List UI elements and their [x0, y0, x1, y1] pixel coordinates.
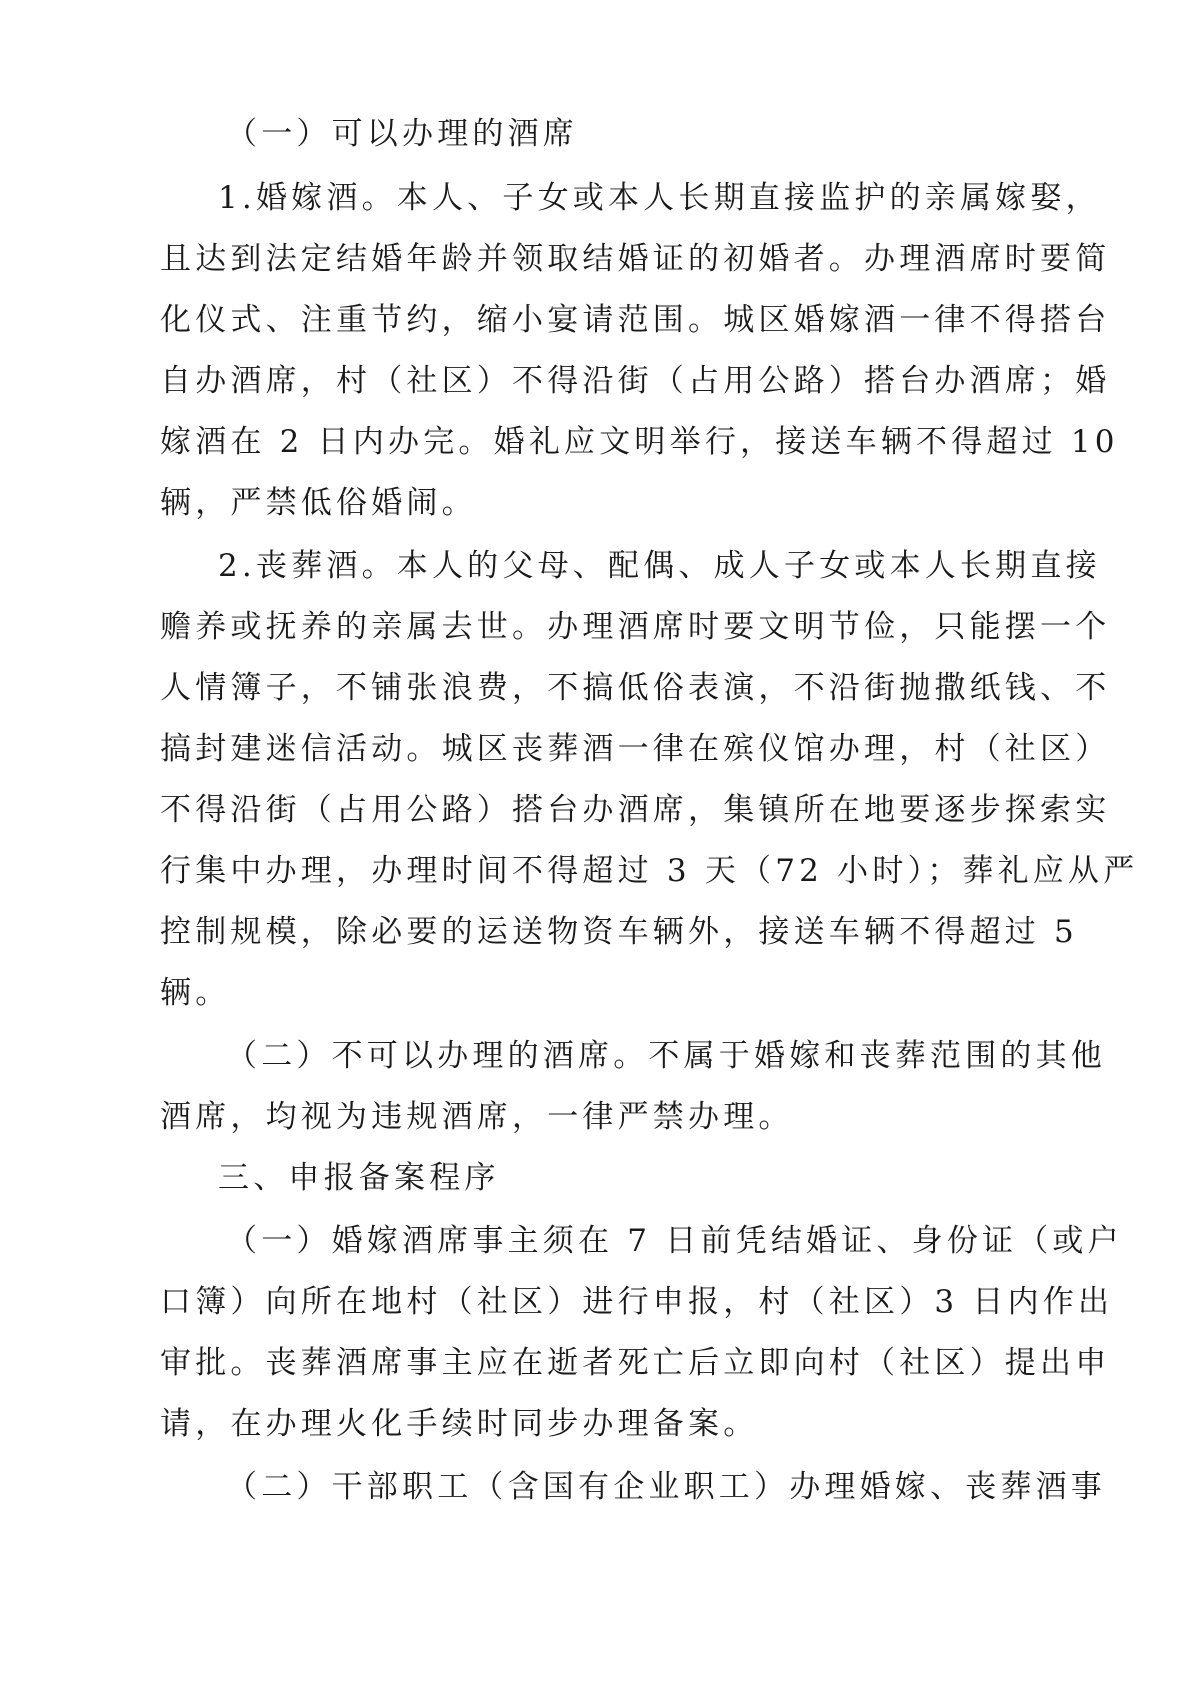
- paragraph-line: 不得沿街（占用公路）搭台办酒席，集镇所在地要逐步探索实: [160, 792, 1111, 828]
- paragraph-line: 1.婚嫁酒。本人、子女或本人长期直接监护的亲属嫁娶，: [218, 180, 1101, 216]
- paragraph-line: （一）婚嫁酒席事主须在 7 日前凭结婚证、身份证（或户: [226, 1223, 1123, 1259]
- paragraph-line: 控制规模，除必要的运送物资车辆外，接送车辆不得超过 5: [160, 914, 1078, 950]
- paragraph-line: 行集中办理，办理时间不得超过 3 天（72 小时）；葬礼应从严: [160, 853, 1139, 889]
- paragraph-line: （二）干部职工（含国有企业职工）办理婚嫁、丧葬酒事: [226, 1469, 1106, 1505]
- section-heading-disallowed-banquets: （二）不可以办理的酒席。不属于婚嫁和丧葬范围的其他: [226, 1038, 1106, 1074]
- paragraph-line: 嫁酒在 2 日内办完。婚礼应文明举行，接送车辆不得超过 10: [160, 424, 1119, 460]
- paragraph-line: 自办酒席，村（社区）不得沿街（占用公路）搭台办酒席；婚: [160, 363, 1111, 399]
- section-heading-allowed-banquets: （一）可以办理的酒席: [226, 116, 578, 152]
- paragraph-line: 审批。丧葬酒席事主应在逝者死亡后立即向村（社区）提出申: [160, 1345, 1111, 1381]
- paragraph-line: 2.丧葬酒。本人的父母、配偶、成人子女或本人长期直接: [218, 548, 1101, 584]
- paragraph-line: 酒席，均视为违规酒席，一律严禁办理。: [160, 1099, 794, 1135]
- paragraph-line: 口簿）向所在地村（社区）进行申报，村（社区）3 日内作出: [160, 1284, 1114, 1320]
- paragraph-line: 人情簿子，不铺张浪费，不搞低俗表演，不沿街抛撒纸钱、不: [160, 670, 1111, 706]
- paragraph-line: 且达到法定结婚年龄并领取结婚证的初婚者。办理酒席时要简: [160, 241, 1111, 277]
- paragraph-line: 赡养或抚养的亲属去世。办理酒席时要文明节俭，只能摆一个: [160, 609, 1111, 645]
- paragraph-line: 请，在办理火化手续时同步办理备案。: [160, 1406, 759, 1442]
- paragraph-line: 搞封建迷信活动。城区丧葬酒一律在殡仪馆办理，村（社区）: [160, 731, 1111, 767]
- paragraph-line: 辆，严禁低俗婚闹。: [160, 485, 477, 521]
- section-heading-filing-procedure: 三、申报备案程序: [218, 1160, 500, 1196]
- paragraph-line: 化仪式、注重节约，缩小宴请范围。城区婚嫁酒一律不得搭台: [160, 302, 1111, 338]
- paragraph-line: 辆。: [160, 975, 231, 1011]
